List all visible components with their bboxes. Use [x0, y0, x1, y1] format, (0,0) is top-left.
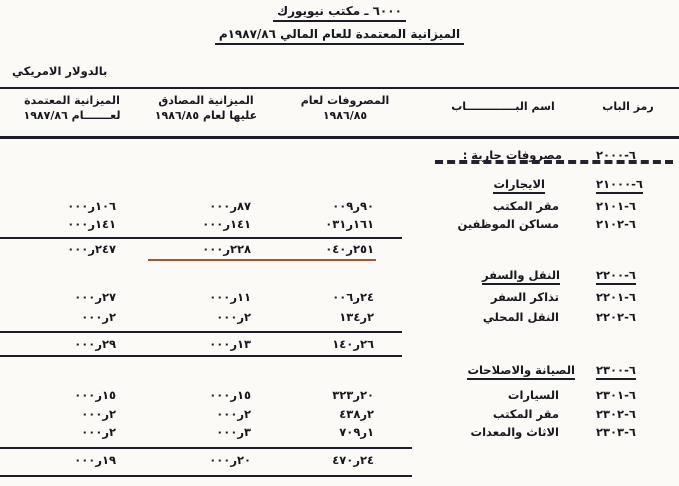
total-ratified: ٢٢٨ر٠٠٠ — [202, 242, 251, 256]
row-code: ٦-٢٢٠١ — [596, 290, 636, 304]
group-code: ٦-٢٣٠٠ — [596, 363, 636, 380]
rule-totals-bottom — [0, 355, 402, 357]
total-expenditure: ٢٦ر١٤٠ — [332, 337, 374, 351]
office-code: ٦٠٠٠ ـ — [364, 4, 402, 18]
total-approved: ٢٤٧ر٠٠٠ — [67, 242, 116, 256]
row-name: مقر المكتب — [492, 199, 559, 213]
row-name: السيارات — [507, 388, 559, 402]
row-ratified: ٢ر٠٠٠ — [216, 407, 251, 421]
totals-row — [0, 453, 679, 472]
column-header-approved: الميزانية المعتمدة لعـــــــام ١٩٨٧/٨٦ — [23, 94, 121, 122]
row-expenditure: ٢٤ر٠٠٦ — [332, 290, 374, 304]
document-subtitle: الميزانية المعتمدة للعام المالي ١٩٨٧/٨٦م — [0, 27, 679, 45]
total-approved: ١٩ر٠٠٠ — [74, 453, 116, 467]
row-ratified: ٨٧ر٠٠٠ — [209, 199, 251, 213]
row-ratified: ٢ر٠٠٠ — [216, 310, 251, 324]
column-header-code: رمز الباب — [602, 100, 654, 113]
column-header-name: اسم البـــــــــــــاب — [451, 100, 555, 113]
row-name: تذاكر السفر — [490, 290, 559, 304]
office-name: مكتب نيويورك — [277, 4, 361, 18]
row-expenditure: ٩٠ر٠٠٩ — [332, 199, 374, 213]
group-name: الايجارات — [493, 177, 545, 194]
rule-totals-bottom — [0, 475, 412, 477]
rule-totals-bottom — [148, 259, 376, 261]
document-title — [0, 4, 679, 22]
row-expenditure: ٢٠ر٣٢٣ — [332, 388, 374, 402]
table-row — [0, 425, 679, 444]
total-ratified: ١٣ر٠٠٠ — [209, 337, 251, 351]
row-name: النقل المحلي — [482, 310, 559, 324]
row-expenditure: ٢ر١٣٤ — [339, 310, 374, 324]
group-name: النقل والسفر — [482, 268, 560, 285]
group-code: ٦-٢٢٠٠ — [596, 268, 636, 285]
currency-note: بالدولار الامريكي — [12, 64, 108, 78]
table-row — [0, 290, 679, 309]
row-code: ٦-٢١٠١ — [596, 199, 636, 213]
row-expenditure: ٢ر٤٣٨ — [339, 407, 374, 421]
row-name: الاثاث والمعدات — [470, 425, 559, 439]
table-row — [0, 310, 679, 329]
section-code: ٦-٢٠٠٠ — [596, 148, 636, 162]
section-dashed-underline — [435, 160, 673, 164]
group-name: الصيانة والاصلاحات — [467, 363, 575, 380]
table-row — [0, 407, 679, 426]
total-expenditure: ٢٤ر٤٧٠ — [332, 453, 374, 467]
rule-totals-top — [0, 237, 402, 239]
row-code: ٦-٢٣٠١ — [596, 388, 636, 402]
row-approved: ١٥ر٠٠٠ — [74, 388, 116, 402]
row-code: ٦-٢٣٠٢ — [596, 407, 636, 421]
group-header-row — [0, 268, 679, 287]
group-header-row — [0, 363, 679, 382]
row-expenditure: ١٦١ر٠٣١ — [325, 217, 374, 231]
row-ratified: ٣ر٠٠٠ — [216, 425, 251, 439]
table-row — [0, 388, 679, 407]
table-row — [0, 217, 679, 236]
group-header-row — [0, 177, 679, 196]
row-approved: ٢٧ر٠٠٠ — [74, 290, 116, 304]
row-code: ٦-٢٣٠٣ — [596, 425, 636, 439]
total-expenditure: ٢٥١ر٠٤٠ — [325, 242, 374, 256]
row-approved: ١٠٦ر٠٠٠ — [67, 199, 116, 213]
row-ratified: ١٥ر٠٠٠ — [209, 388, 251, 402]
total-approved: ٢٩ر٠٠٠ — [74, 337, 116, 351]
totals-row — [0, 337, 679, 356]
section-name: مصروفات جارية : — [462, 148, 562, 162]
rule-totals-top — [0, 331, 402, 333]
group-code: ٦-٢١٠٠٠ — [596, 177, 643, 194]
row-code: ٦-٢٢٠٢ — [596, 310, 636, 324]
column-header-expenditures: المصروفات لعام ١٩٨٦/٨٥ — [300, 94, 390, 122]
section-header-row — [0, 148, 679, 167]
rule-top — [0, 87, 679, 89]
row-code: ٦-٢١٠٢ — [596, 217, 636, 231]
row-approved: ١٤١ر٠٠٠ — [67, 217, 116, 231]
rule-totals-top — [0, 447, 412, 449]
row-expenditure: ١ر٧٠٩ — [339, 425, 374, 439]
row-name: مساكن الموظفين — [457, 217, 559, 231]
table-row — [0, 199, 679, 218]
column-header-ratified: الميزانية المصادق عليها لعام ١٩٨٦/٨٥ — [154, 94, 258, 122]
row-approved: ٢ر٠٠٠ — [81, 425, 116, 439]
total-ratified: ٢٠ر٠٠٠ — [209, 453, 251, 467]
row-name: مقر المكتب — [492, 407, 559, 421]
row-ratified: ١١ر٠٠٠ — [209, 290, 251, 304]
row-ratified: ١٤١ر٠٠٠ — [202, 217, 251, 231]
row-approved: ٢ر٠٠٠ — [81, 310, 116, 324]
rule-header — [0, 136, 679, 139]
row-approved: ٢ر٠٠٠ — [81, 407, 116, 421]
